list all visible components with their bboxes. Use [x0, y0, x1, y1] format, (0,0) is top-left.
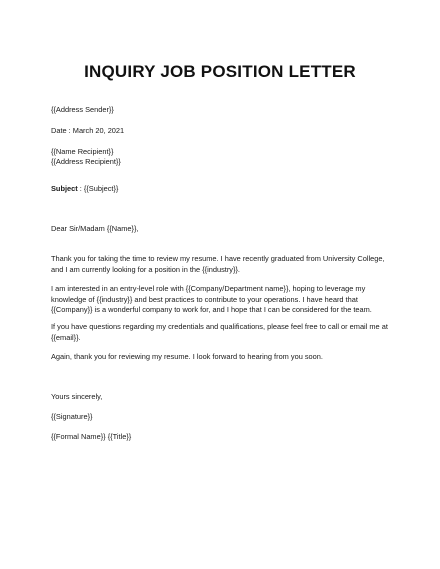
paragraph-4: Again, thank you for reviewing my resume. I look forward to hearing from you soon. [51, 352, 323, 361]
paragraph-3-line: If you have questions regarding my credentials and qualifications, please feel free to call or email me at [51, 322, 388, 331]
letter-title: INQUIRY JOB POSITION LETTER [84, 62, 356, 81]
formal-name-title: {{Formal Name}} {{Title}} [51, 432, 132, 441]
date-line [51, 126, 124, 137]
paragraph-3-line: {{email}}. [51, 332, 81, 342]
paragraph-1 [51, 254, 396, 275]
date-value: March 20, 2021 [72, 126, 125, 135]
paragraph-3 [51, 322, 396, 343]
paragraph-1-line: Thank you for taking the time to review my resume. I have recently graduated from University College, [51, 254, 385, 263]
paragraph-2 [51, 284, 396, 316]
signature: {{Signature}} [51, 412, 93, 421]
subject-value: : {{Subject}} [77, 184, 119, 193]
paragraph-1-line: and I am currently looking for a position in the {{industry}}. [51, 264, 240, 274]
name-recipient: {{Name Recipient}} [51, 147, 114, 156]
address-recipient: {{Address Recipient}} [51, 157, 121, 166]
salutation: Dear Sir/Madam {{Name}}, [51, 224, 139, 233]
paragraph-2-line: I am interested in an entry-level role with {{Company/Department name}}, hoping to leverage my [51, 284, 366, 293]
closing: Yours sincerely, [51, 392, 103, 401]
address-sender: {{Address Sender}} [51, 105, 114, 114]
date-label: Date : [51, 126, 73, 135]
subject-label: Subject [51, 184, 78, 193]
paragraph-2-line: knowledge of {{industry}} and best practices to contribute to your operations. I have heard that [51, 294, 358, 304]
paragraph-2-line: {{Company}} is a wonderful company to work for, and I hope that I can be considered for the team. [51, 305, 372, 314]
subject-line [51, 184, 118, 195]
